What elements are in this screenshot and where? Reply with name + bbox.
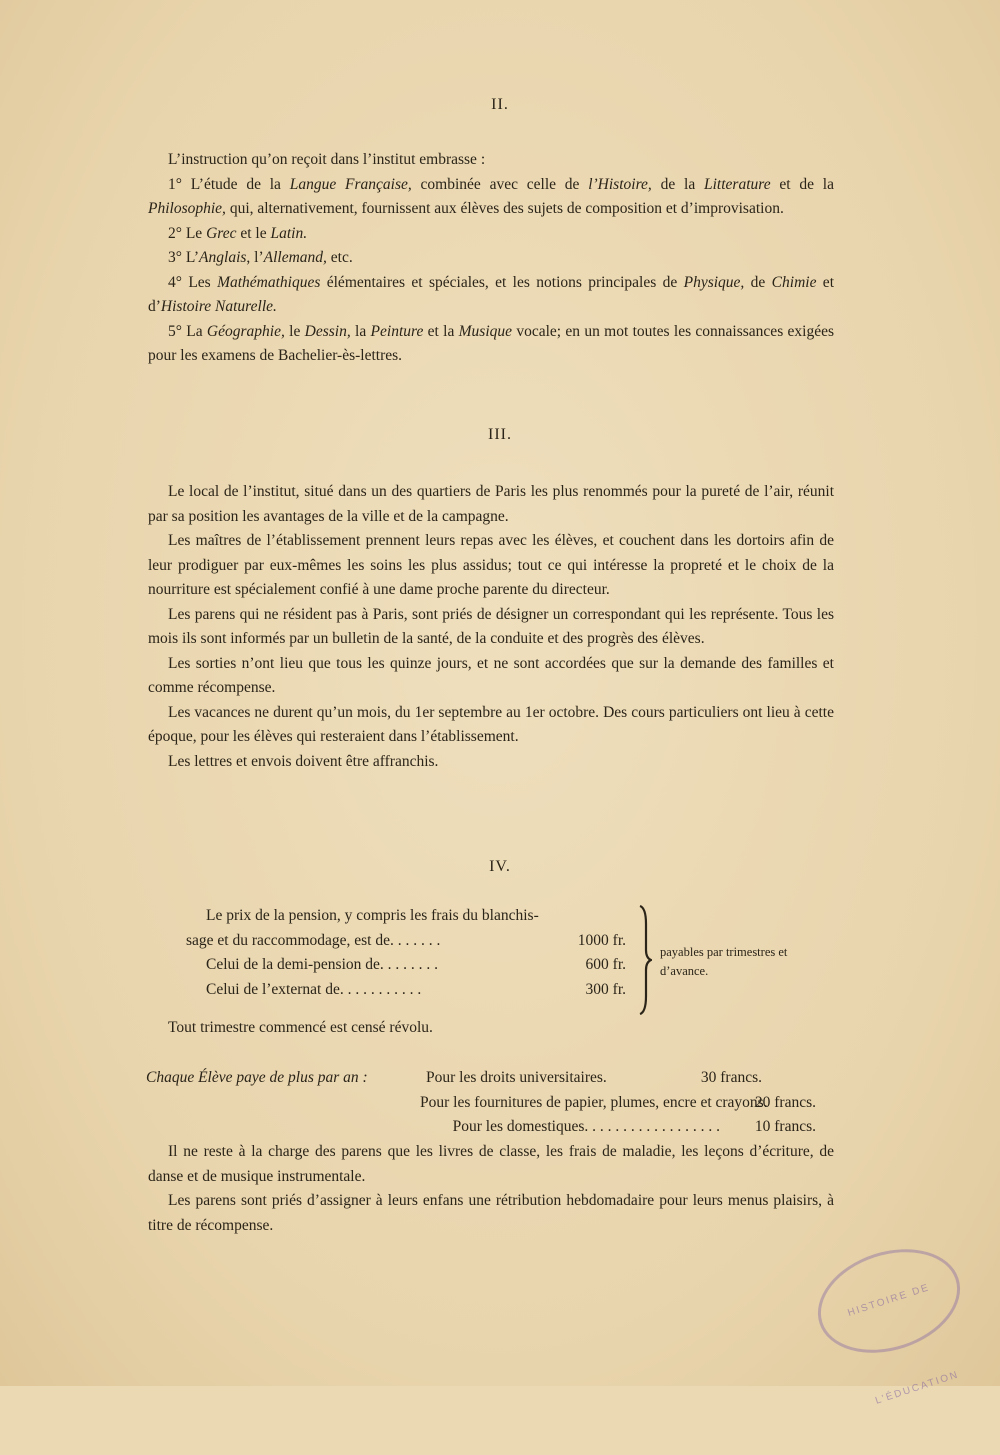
section-heading-ii: II. (491, 96, 509, 113)
subject-name: Allemand, (263, 249, 327, 266)
item-text: L’ (185, 249, 200, 266)
item-text: etc. (326, 249, 353, 266)
price-label: Celui de l’externat de. . . . . . . . . . . (206, 980, 422, 998)
revolu-line (148, 1016, 834, 1041)
subject-name: Chimie (771, 273, 817, 291)
paragraph: Les maîtres de l’établissement prennent leurs repas avec les élèves, et couchent dans les dortoirs afin de leur prodiguer par eux-mêmes les soins les plus assidus; tout ce qui intéresse la propreté et le choix de la nourriture est spécialement confié à une dame proche parente du directeur. (148, 532, 834, 598)
item-text: , l’ (246, 249, 264, 266)
item-text: et le (236, 224, 271, 242)
subject-name: Géographie, (206, 322, 285, 340)
paragraph: Les sorties n’ont lieu que tous les quinze jours, et ne sont accordées que sur la demande des familles et comme récompense. (148, 654, 834, 696)
section-heading-iv: IV. (489, 858, 511, 875)
item-text: La (186, 322, 207, 340)
extra-amount: 10 francs. (754, 1118, 816, 1135)
price-amount: 600 fr. (585, 956, 626, 973)
section-iii-body (148, 480, 834, 774)
subject-name: Histoire Naturelle. (160, 298, 277, 315)
subject-name: Langue Française, (289, 175, 412, 193)
extra-fee-row (146, 1066, 836, 1091)
extra-lead (146, 1091, 420, 1116)
subject-name: l’Histoire, (588, 175, 652, 193)
item-text: qui, alternativement, fournissent aux élèves des sujets de composition et d’improvisation. (225, 200, 784, 217)
item-number: 4° (168, 273, 189, 291)
item-text: et d’ (148, 273, 834, 315)
price-label: sage et du raccommodage, est de. . . . . . . (186, 931, 441, 949)
paragraph: Il ne reste à la charge des parens que les livres de classe, les frais de maladie, les leçons d’écriture, de danse et de musique instrumentale. (148, 1143, 834, 1185)
closing-paragraphs (148, 1140, 834, 1238)
section-ii-items (148, 173, 834, 369)
price-label: Le prix de la pension, y compris les frais du blanchis- (206, 907, 539, 924)
subject-name: Dessin, (304, 322, 351, 340)
section-ii-intro: L’instruction qu’on reçoit dans l’institut embrasse : (168, 151, 486, 168)
subject-name: Peinture (370, 322, 424, 340)
price-table (186, 904, 626, 1002)
stamp-text: HISTOIRE DE L’ÉDUCATION (846, 1282, 961, 1407)
subject-name: Philosophie, (148, 200, 226, 217)
extra-fee-row (146, 1091, 836, 1116)
item-text: élémentaires et spéciales, et les notions principales de (320, 273, 684, 291)
curly-brace-icon (636, 904, 652, 1016)
revolu-text: Tout trimestre commencé est censé révolu. (168, 1019, 433, 1036)
extra-lead (146, 1115, 420, 1140)
item-text: et de la (770, 175, 834, 193)
subject-name: Latin. (270, 224, 308, 242)
paragraph: Les parens qui ne résident pas à Paris, sont priés de désigner un correspondant qui les représente. Tous les mois ils sont informés par un bulletin de la santé, de la conduite et des progrès des élèves. (148, 605, 834, 647)
price-row (186, 978, 626, 1003)
extra-amount: 30 francs. (700, 1069, 762, 1086)
brace-note: payables par trimestres et d’avance. (660, 945, 788, 978)
instruction-item (148, 246, 834, 271)
item-text: vocale; en un mot toutes les connaissances exigées pour les examens de Bachelier-ès-lettres. (148, 322, 835, 364)
paragraph: Le local de l’institut, situé dans un des quartiers de Paris les plus renommés pour la pureté de l’air, réunit par sa position les avantages de la ville et de la campagne. (148, 483, 834, 525)
item-text: le (284, 322, 305, 340)
extra-amount: 20 francs. (754, 1093, 816, 1111)
item-text: et la (423, 322, 459, 340)
price-row (186, 929, 626, 954)
item-text: la (350, 322, 371, 340)
price-row (186, 953, 626, 978)
paragraph: Les vacances ne durent qu’un mois, du 1er septembre au 1er octobre. Des cours particuliers ont lieu à cette époque, pour les élèves qui resteraient dans l’établissement. (148, 703, 834, 745)
subject-name: Physique, (683, 273, 745, 291)
price-amount: 300 fr. (585, 980, 626, 998)
item-number: 2° (168, 224, 186, 242)
instruction-item (148, 320, 834, 369)
price-label: Celui de la demi-pension de. . . . . . . . (206, 956, 439, 973)
paragraph: Les parens sont priés d’assigner à leurs enfans une rétribution hebdomadaire pour leurs menus plaisirs, à titre de récompense. (148, 1192, 834, 1234)
item-number: 5° (168, 322, 187, 340)
item-text: de la (651, 175, 704, 193)
item-number: 3° (168, 249, 186, 266)
section-heading-iii: III. (488, 426, 512, 443)
instruction-item (148, 271, 834, 320)
extra-fee-row (146, 1115, 836, 1140)
library-stamp (804, 1232, 973, 1407)
item-text: de (744, 273, 772, 291)
instruction-item (148, 173, 834, 222)
subject-name: Grec (206, 224, 237, 242)
item-text: combinée avec celle de (411, 175, 589, 193)
subject-name: Anglais (199, 249, 247, 266)
extra-label: Pour les fournitures de papier, plumes, encre et crayons. (420, 1093, 768, 1111)
extra-label: Pour les droits universitaires. (426, 1069, 607, 1086)
item-text: Le (185, 224, 207, 242)
extra-fees (146, 1066, 836, 1140)
price-row (186, 904, 626, 929)
paragraph: Les lettres et envois doivent être affranchis. (168, 752, 439, 770)
subject-name: Musique (458, 322, 513, 340)
subject-name: Litterature (704, 175, 771, 193)
price-amount: 1000 fr. (577, 931, 626, 949)
item-text: Les (188, 273, 218, 291)
item-text: L’étude de la (190, 175, 290, 193)
section-ii-body (148, 148, 834, 369)
instruction-item (148, 222, 834, 247)
extra-lead: Chaque Élève paye de plus par an : (146, 1069, 368, 1086)
extra-label: Pour les domestiques. . . . . . . . . . . . . . . . . . (452, 1118, 720, 1135)
subject-name: Mathémathiques (217, 273, 321, 291)
item-number: 1° (168, 175, 191, 193)
